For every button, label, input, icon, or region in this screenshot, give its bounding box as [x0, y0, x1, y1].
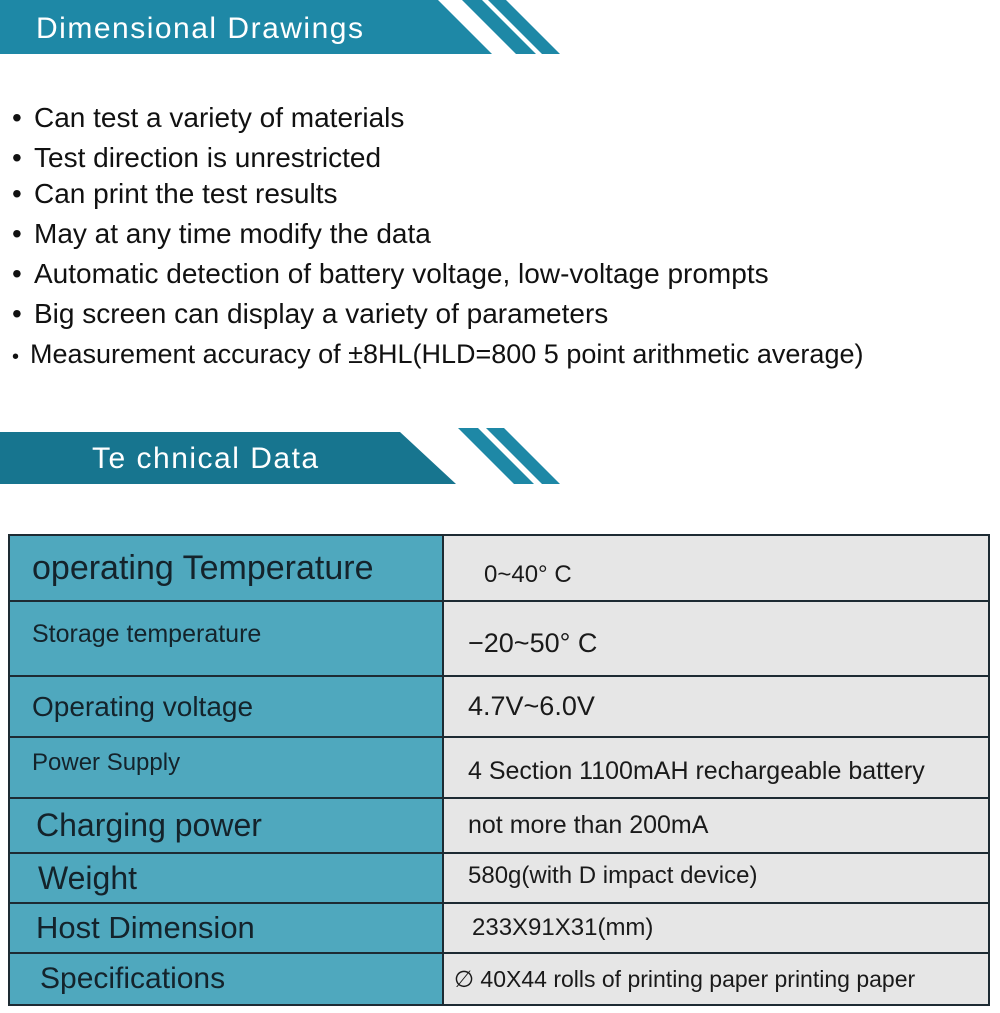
bullet: •	[12, 102, 22, 133]
spec-value: 4 Section 1100mAH rechargeable battery	[443, 737, 989, 798]
bullet: •	[12, 258, 22, 289]
bullet: •	[12, 142, 22, 173]
spec-value: ∅ 40X44 rolls of printing paper printing paper	[443, 953, 989, 1005]
spec-value: 233X91X31(mm)	[443, 903, 989, 953]
spec-label: Power Supply	[9, 737, 443, 798]
list-item	[12, 294, 863, 334]
dimensional-drawings-banner	[0, 0, 560, 56]
list-item	[12, 98, 863, 138]
table-row	[9, 601, 989, 676]
spec-label: Charging power	[9, 798, 443, 853]
list-item	[12, 178, 863, 214]
table-row	[9, 535, 989, 601]
bullet: •	[12, 346, 20, 368]
table-row	[9, 903, 989, 953]
table-row	[9, 853, 989, 903]
list-item	[12, 138, 863, 178]
banner-title: Te chnical Data	[92, 442, 320, 475]
spec-value: 4.7V~6.0V	[443, 676, 989, 737]
feature-text: Automatic detection of battery voltage, low-voltage prompts	[34, 258, 769, 289]
table-row	[9, 676, 989, 737]
spec-label: Operating voltage	[9, 676, 443, 737]
feature-text: May at any time modify the data	[34, 218, 431, 249]
technical-data-banner	[0, 428, 560, 484]
spec-value: 580g(with D impact device)	[443, 853, 989, 903]
spec-label: operating Temperature	[9, 535, 443, 601]
spec-label: Weight	[9, 853, 443, 903]
table-row	[9, 737, 989, 798]
technical-data-table	[8, 534, 990, 1006]
spec-label: Specifications	[9, 953, 443, 1005]
spec-label: Storage temperature	[9, 601, 443, 676]
spec-value: −20~50° C	[443, 601, 989, 676]
bullet: •	[12, 298, 22, 329]
list-item	[12, 334, 863, 374]
feature-list	[12, 98, 863, 374]
feature-text: Big screen can display a variety of parameters	[34, 298, 609, 329]
list-item	[12, 214, 863, 254]
feature-text: Test direction is unrestricted	[34, 142, 382, 173]
list-item	[12, 254, 863, 294]
feature-text: Measurement accuracy of ±8HL(HLD=800 5 point arithmetic average)	[30, 339, 864, 369]
bullet: •	[12, 178, 22, 209]
feature-text: Can test a variety of materials	[34, 102, 405, 133]
table-row	[9, 953, 989, 1005]
feature-text: Can print the test results	[34, 178, 338, 209]
table-row	[9, 798, 989, 853]
spec-value: 0~40° C	[443, 535, 989, 601]
spec-label: Host Dimension	[9, 903, 443, 953]
banner-title: Dimensional Drawings	[36, 12, 365, 45]
spec-value: not more than 200mA	[443, 798, 989, 853]
bullet: •	[12, 218, 22, 249]
